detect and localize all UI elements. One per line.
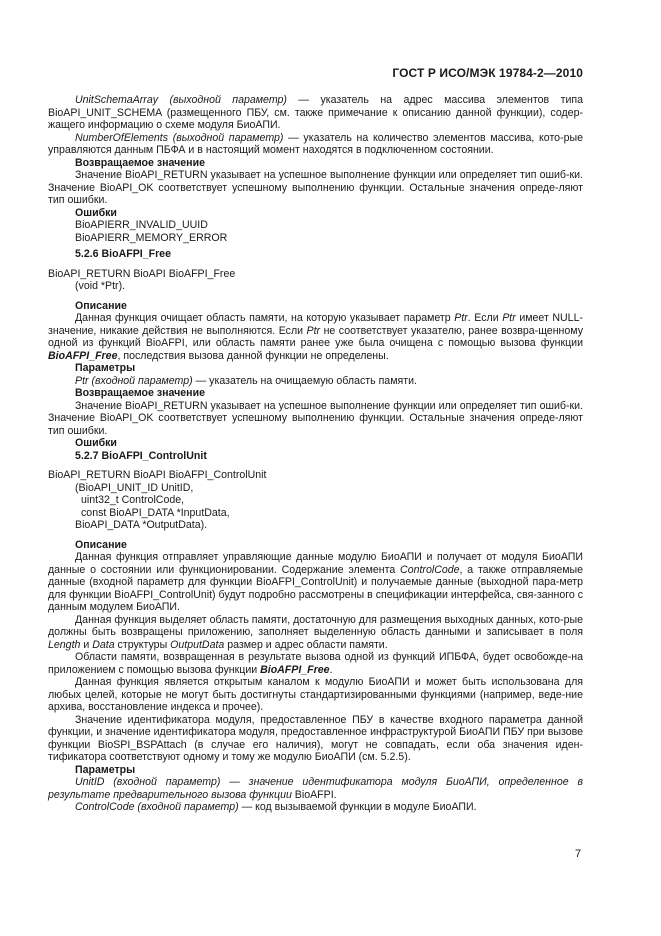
text-run-bold-italic: BioAFPI_Free (260, 663, 330, 676)
text-run: и (80, 638, 93, 651)
description-text: Значение идентификатора модуля, предоставленное ПБУ в качестве входного параметра данной функции, и значение идентификатора модуля, предоставленное инфраструктурой БиоАПИ ПБУ при вызове функции BioSPI_BSPAttach (в случае его наличия), могут не совпадать, если оба значения иден-тификатора соответствуют одному и тому же модулю БиоАПИ (см. 5.2.5). (48, 713, 583, 763)
description-text (48, 614, 583, 652)
param-unit-schema-array (48, 94, 583, 132)
function-signature-arg: BioAPI_DATA *OutputData). (75, 519, 208, 531)
heading-errors: Ошибки (75, 437, 117, 449)
description-text (48, 651, 583, 676)
function-signature-arg: const BioAPI_DATA *InputData, (81, 506, 230, 519)
function-signature-arg: uint32_t ControlCode, (81, 494, 185, 506)
text-run: Данная функция очищает область памяти, на которую указывает параметр (75, 312, 455, 324)
function-signature-args: (void *Ptr). (75, 280, 126, 292)
text-run: не соответствует указателю, ранее возвра-щенному одной из функций BioAFPI, или область памяти ранее уже была очищена с помощью вызова функции (48, 324, 583, 349)
param-name: ControlCode (входной параметр) (75, 801, 239, 813)
description-text (48, 312, 583, 362)
text-run: Области памяти, возвращенная в результате вызова одной из функций ИПБФА, будет освобожде-на приложением с помощью вызова функции (48, 651, 583, 676)
text-run: Данная функция выделяет область памяти, достаточную для размещения выходных данных, кото-рые должны быть возвращены приложению, заполняет выделенную область данными и записывает в поля (48, 613, 583, 638)
param-text: — указатель на адрес массива элементов типа BioAPI_UNIT_SCHEMA (размещенного ПБУ, см. также примечание к описанию данной функции), содер-жащего информацию о схеме модуля БиоАПИ. (48, 94, 583, 131)
heading-description: Описание (75, 538, 127, 551)
text-run: . (329, 663, 333, 676)
param-unit-id (48, 776, 583, 801)
param-number-of-elements (48, 132, 583, 157)
text-run: имеет NULL-значение, никакие действия не выполняются. Если (48, 312, 583, 337)
text-run-italic: Ptr (306, 324, 321, 337)
text-run-italic: Length (48, 638, 81, 651)
heading-parameters: Параметры (75, 362, 136, 374)
text-run-italic: Data (92, 638, 115, 651)
function-signature-arg: (BioAPI_UNIT_ID UnitID, (75, 481, 194, 494)
heading-parameters: Параметры (75, 763, 136, 776)
section-heading-5-2-6: 5.2.6 BioAFPI_Free (75, 248, 171, 260)
param-name: Ptr (входной параметр) (75, 374, 193, 387)
text-run-italic: OutputData (170, 638, 225, 651)
param-control-code (48, 801, 583, 814)
param-text: — код вызываемой функции в модуле БиоАПИ. (238, 801, 477, 813)
return-value-text: Значение BioAPI_RETURN указывает на успешное выполнение функции или определяет тип ошиб-ки. Значение BioAPI_OK соответствует успешному выполнению функции. Остальные значения опреде-ляют тип ошибки. (48, 399, 583, 437)
heading-errors: Ошибки (75, 206, 117, 219)
text-run-italic: Ptr (502, 312, 516, 324)
text-run: размер и адрес области памяти. (224, 638, 388, 651)
error-code: BioAPIERR_MEMORY_ERROR (75, 231, 228, 244)
description-text: Данная функция является открытым каналом к модулю БиоАПИ и может быть использована для любых целей, которые не могут быть достигнуты стандартизированными функциями (например, веде-ние архива, восстановление индекса и прочее). (48, 676, 583, 713)
param-name: UnitSchemaArray (выходной параметр) (75, 94, 287, 106)
heading-return-value: Возвращаемое значение (75, 156, 205, 169)
heading-return-value: Возвращаемое значение (75, 387, 205, 399)
text-run: . Если (467, 312, 503, 324)
param-name: UnitID (входной параметр) — значение идентификатора модуля БиоАПИ, определенное в результате предварительного вызова функции (48, 776, 583, 801)
text-run: , а также отправляемые данные (входной параметр для функции BioAFPI_ControlUnit) и получаемые данные (выходной пара-метр для функции BioAFPI_ControlUnit) будут подробно рассмотрены в спецификации интерфейса, свя-занного с данным модулем БиоАПИ. (48, 563, 583, 613)
function-signature: BioAPI_RETURN BioAPI BioAFPI_Free (48, 267, 236, 280)
return-value-text: Значение BioAPI_RETURN указывает на успешное выполнение функции или определяет тип ошиб-ки. Значение BioAPI_OK соответствует успешному выполнению функции. Остальные значения опреде-ляют тип ошибки. (48, 169, 583, 206)
text-run: структуры (114, 638, 171, 651)
error-code: BioAPIERR_INVALID_UUID (75, 219, 208, 231)
param-ptr (48, 375, 583, 388)
param-name: NumberOfElements (выходной параметр) (75, 131, 284, 144)
description-text (48, 551, 583, 614)
heading-description: Описание (75, 299, 127, 312)
param-text: — указатель на количество элементов массива, кото-рые управляются данным ПБФА и в настоящий момент находятся в подключенном состоянии. (48, 131, 583, 156)
function-signature: BioAPI_RETURN BioAPI BioAFPI_ControlUnit (48, 469, 267, 481)
standard-header: ГОСТ Р ИСО/МЭК 19784-2—2010 (392, 66, 583, 80)
text-run-italic: Ptr (454, 312, 468, 324)
text-run: Данная функция отправляет управляющие данные модулю БиоАПИ и получает от модуля БиоАПИ данные о состоянии или функционировании. Содержание элемента (48, 551, 583, 576)
text-run-bold-italic: BioAFPI_Free (48, 349, 118, 362)
page-number: 7 (575, 848, 582, 860)
text-run: , последствия вызова данной функции не определены. (117, 349, 389, 362)
section-heading-5-2-7: 5.2.7 BioAFPI_ControlUnit (75, 449, 207, 462)
document-body (48, 94, 583, 814)
param-text: — указатель на очищаемую область памяти. (192, 374, 417, 387)
text-run-italic: ControlCode (400, 563, 460, 576)
param-text: BioAFPI. (291, 788, 337, 801)
